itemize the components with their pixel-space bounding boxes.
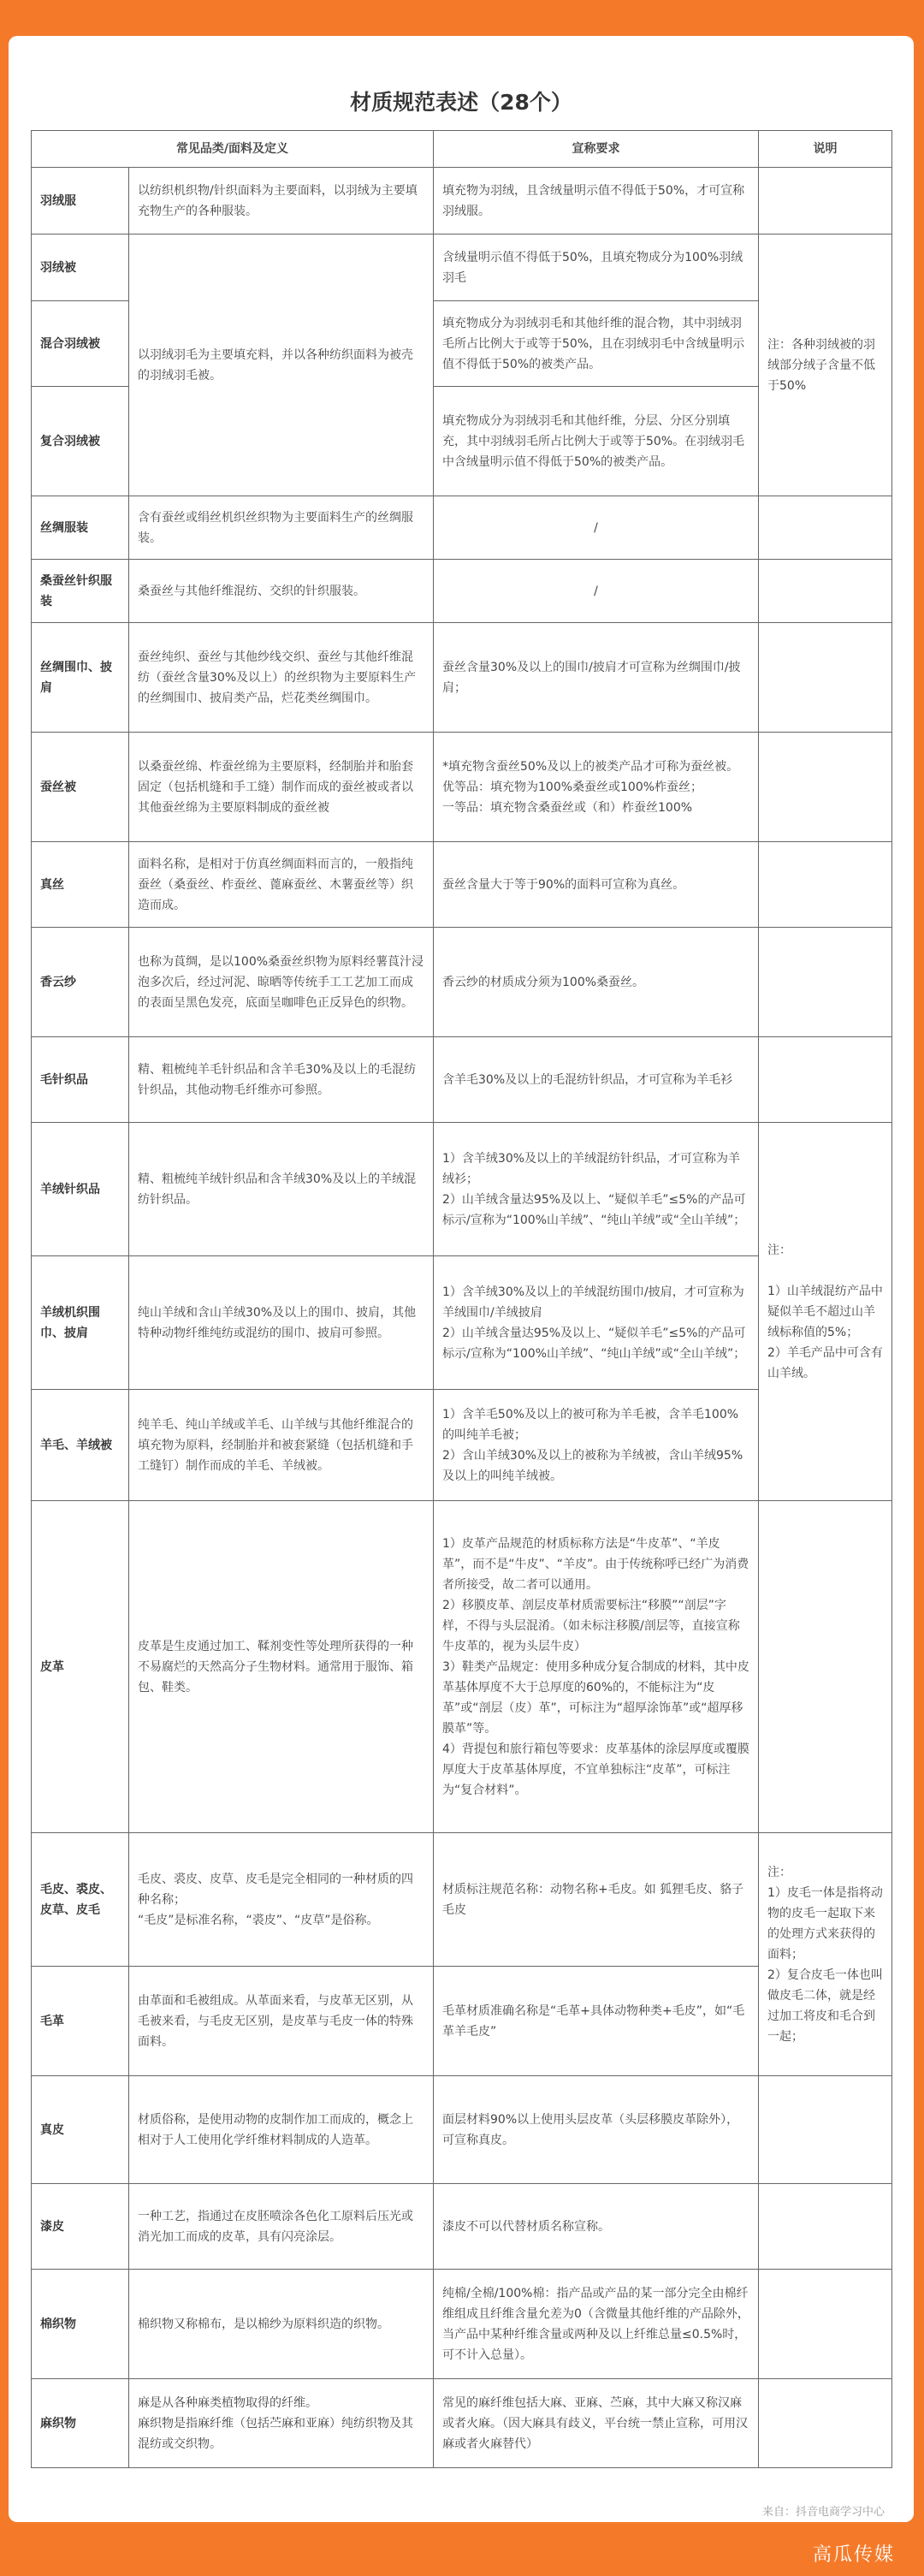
row-note: 注：各种羽绒被的羽绒部分绒子含量不低于50% (759, 234, 892, 496)
row-requirement: 漆皮不可以代替材质名称宣称。 (434, 2184, 759, 2270)
row-note (759, 2379, 892, 2468)
table-row (32, 560, 892, 623)
row-definition: 毛皮、裘皮、皮草、皮毛是完全相同的一种材质的四种名称； “毛皮”是标准名称，“裘皮”、“皮草”是俗称。 (129, 1833, 434, 1967)
row-definition: 材质俗称，是使用动物的皮制作加工而成的，概念上相对于人工使用化学纤维材料制成的人造革。 (129, 2076, 434, 2184)
row-note (759, 560, 892, 623)
row-definition: 桑蚕丝与其他纤维混纺、交织的针织服装。 (129, 560, 434, 623)
row-category: 丝绸服装 (32, 496, 129, 560)
row-definition: 一种工艺，指通过在皮胚喷涂各色化工原料后压光或消光加工而成的皮革，具有闪亮涂层。 (129, 2184, 434, 2270)
row-definition: 纯山羊绒和含山羊绒30%及以上的围巾、披肩，其他特种动物纤维纯纺或混纺的围巾、披肩可参照。 (129, 1256, 434, 1390)
row-requirement: *填充物含蚕丝50%及以上的被类产品才可称为蚕丝被。 优等品：填充物为100%桑蚕丝或100%柞蚕丝； 一等品：填充物含桑蚕丝或（和）柞蚕丝100% (434, 733, 759, 842)
row-requirement: 1）含羊绒30%及以上的羊绒混纺围巾/披肩，才可宣称为羊绒围巾/羊绒披肩 2）山羊绒含量达95%及以上、“疑似羊毛”≤5%的产品可标示/宣称为“100%山羊绒”、“纯山羊绒”或“全山羊绒”； (434, 1256, 759, 1390)
row-requirement: 材质标注规范名称：动物名称+毛皮。如 狐狸毛皮、貉子毛皮 (434, 1833, 759, 1967)
table-row (32, 1501, 892, 1833)
row-note (759, 842, 892, 928)
row-definition: 也称为莨绸，是以100%桑蚕丝织物为原料经薯莨汁浸泡多次后，经过河泥、晾晒等传统手工工艺加工而成的表面呈黑色发亮，底面呈咖啡色正反异色的织物。 (129, 928, 434, 1037)
table-header-row (32, 131, 892, 168)
row-category: 皮革 (32, 1501, 129, 1833)
row-category: 真丝 (32, 842, 129, 928)
row-note (759, 496, 892, 560)
row-category: 桑蚕丝针织服装 (32, 560, 129, 623)
row-note (759, 1037, 892, 1123)
row-definition: 以羽绒羽毛为主要填充料，并以各种纺织面料为被壳的羽绒羽毛被。 (129, 234, 434, 496)
row-note (759, 2076, 892, 2184)
row-definition: 蚕丝纯织、蚕丝与其他纱线交织、蚕丝与其他纤维混纺（蚕丝含量30%及以上）的丝织物为主要原料生产的丝绸围巾、披肩类产品，烂花类丝绸围巾。 (129, 623, 434, 733)
row-category: 真皮 (32, 2076, 129, 2184)
row-definition: 含有蚕丝或绢丝机织丝织物为主要面料生产的丝绸服装。 (129, 496, 434, 560)
row-requirement: 香云纱的材质成分须为100%桑蚕丝。 (434, 928, 759, 1037)
row-note (759, 2184, 892, 2270)
row-note (759, 928, 892, 1037)
row-requirement: 含羊毛30%及以上的毛混纺针织品，才可宣称为羊毛衫 (434, 1037, 759, 1123)
row-category: 羽绒被 (32, 234, 129, 301)
row-category: 麻织物 (32, 2379, 129, 2468)
brand-logo: 高瓜传媒 (812, 2544, 895, 2566)
row-category: 棉织物 (32, 2270, 129, 2379)
header-note: 说明 (759, 131, 892, 168)
row-requirement: / (434, 496, 759, 560)
row-requirement: 面层材料90%以上使用头层皮革（头层移膜皮革除外），可宣称真皮。 (434, 2076, 759, 2184)
content-card (9, 36, 914, 2522)
row-note (759, 733, 892, 842)
source-caption: 来自：抖音电商学习中心 (761, 2506, 885, 2519)
row-requirement: 蚕丝含量30%及以上的围巾/披肩才可宣称为丝绸围巾/披肩； (434, 623, 759, 733)
row-category: 羊绒针织品 (32, 1123, 129, 1256)
row-definition: 由革面和毛被组成。从革面来看，与皮革无区别，从毛被来看，与毛皮无区别，是皮革与毛皮一体的特殊面料。 (129, 1967, 434, 2076)
row-category: 羊绒机织围巾、披肩 (32, 1256, 129, 1390)
row-note (759, 1501, 892, 1833)
row-category: 毛皮、裘皮、皮草、皮毛 (32, 1833, 129, 1967)
table-row (32, 1037, 892, 1123)
row-definition: 以纺织机织物/针织面料为主要面料，以羽绒为主要填充物生产的各种服装。 (129, 168, 434, 234)
row-category: 蚕丝被 (32, 733, 129, 842)
table-row (32, 496, 892, 560)
row-definition: 纯羊毛、纯山羊绒或羊毛、山羊绒与其他纤维混合的填充物为原料，经制胎并和被套紧缝（包括机缝和手工缝钉）制作而成的羊毛、羊绒被。 (129, 1390, 434, 1501)
table-row (32, 2184, 892, 2270)
row-category: 羊毛、羊绒被 (32, 1390, 129, 1501)
table-row (32, 623, 892, 733)
row-requirement: 填充物成分为羽绒羽毛和其他纤维，分层、分区分别填充，其中羽绒羽毛所占比例大于或等于50%。在羽绒羽毛中含绒量明示值不得低于50%的被类产品。 (434, 387, 759, 496)
row-requirement: 填充物成分为羽绒羽毛和其他纤维的混合物，其中羽绒羽毛所占比例大于或等于50%，且在羽绒羽毛中含绒量明示值不得低于50%的被类产品。 (434, 301, 759, 387)
table-row (32, 1123, 892, 1256)
row-definition: 麻是从各种麻类植物取得的纤维。 麻织物是指麻纤维（包括苎麻和亚麻）纯纺织物及其混纺或交织物。 (129, 2379, 434, 2468)
row-category: 丝绸围巾、披肩 (32, 623, 129, 733)
row-definition: 面料名称，是相对于仿真丝绸面料而言的，一般指纯蚕丝（桑蚕丝、柞蚕丝、蓖麻蚕丝、木薯蚕丝等）织造而成。 (129, 842, 434, 928)
row-category: 毛革 (32, 1967, 129, 2076)
row-requirement: 毛革材质准确名称是“毛革+具体动物种类+毛皮”，如“毛革羊毛皮” (434, 1967, 759, 2076)
page-title: 材质规范表述（28个） (350, 90, 572, 115)
row-category: 羽绒服 (32, 168, 129, 234)
row-definition: 皮革是生皮通过加工、鞣剂变性等处理所获得的一种不易腐烂的天然高分子生物材料。通常用于服饰、箱包、鞋类。 (129, 1501, 434, 1833)
row-category: 混合羽绒被 (32, 301, 129, 387)
row-note: 注： 1）山羊绒混纺产品中疑似羊毛不超过山羊绒标称值的5%； 2）羊毛产品中可含有山羊绒。 (759, 1123, 892, 1501)
row-definition: 精、粗梳纯羊毛针织品和含羊毛30%及以上的毛混纺针织品，其他动物毛纤维亦可参照。 (129, 1037, 434, 1123)
table-row (32, 928, 892, 1037)
row-requirement: 常见的麻纤维包括大麻、亚麻、苎麻，其中大麻又称汉麻或者火麻。（因大麻具有歧义，平台统一禁止宣称，可用汉麻或者火麻替代） (434, 2379, 759, 2468)
material-spec-table (31, 130, 892, 2468)
table-row (32, 2270, 892, 2379)
table-row (32, 234, 892, 301)
row-requirement: 含绒量明示值不得低于50%，且填充物成分为100%羽绒羽毛 (434, 234, 759, 301)
row-category: 漆皮 (32, 2184, 129, 2270)
row-category: 香云纱 (32, 928, 129, 1037)
table-row (32, 2076, 892, 2184)
row-requirement: 1）皮革产品规范的材质标称方法是“牛皮革”、“羊皮革”，而不是“牛皮”、“羊皮”。由于传统称呼已经广为消费者所接受，故二者可以通用。 2）移膜皮革、剖层皮革材质需要标注“移膜”“剖层”字样，不得与头层混淆。（如未标注移膜/剖层等，直接宣称牛皮革的，视为头层牛皮） 3）鞋类产品规定：使用多种成分复合制成的材料，其中皮革基体厚度不大于总厚度的60%的，不能标注为“皮革”或“剖层（皮）革”，可标注为“超厚涂饰革”或“超厚移膜革”等。 4）背提包和旅行箱包等要求：皮革基体的涂层厚度或覆膜厚度大于皮革基体厚度，不宜单独标注“皮革”，可标注为“复合材料”。 (434, 1501, 759, 1833)
row-requirement: 纯棉/全棉/100%棉：指产品或产品的某一部分完全由棉纤维组成且纤维含量允差为0（含微量其他纤维的产品除外，当产品中某种纤维含量或两种及以上纤维总量≤0.5%时，可不计入总量）。 (434, 2270, 759, 2379)
table-row (32, 2379, 892, 2468)
row-requirement: 填充物为羽绒，且含绒量明示值不得低于50%，才可宣称羽绒服。 (434, 168, 759, 234)
row-definition: 精、粗梳纯羊绒针织品和含羊绒30%及以上的羊绒混纺针织品。 (129, 1123, 434, 1256)
header-category: 常见品类/面料及定义 (32, 131, 434, 168)
row-requirement: 1）含羊毛50%及以上的被可称为羊毛被，含羊毛100%的叫纯羊毛被； 2）含山羊绒30%及以上的被称为羊绒被，含山羊绒95%及以上的叫纯羊绒被。 (434, 1390, 759, 1501)
row-category: 毛针织品 (32, 1037, 129, 1123)
row-requirement: / (434, 560, 759, 623)
row-note (759, 623, 892, 733)
row-requirement: 蚕丝含量大于等于90%的面料可宣称为真丝。 (434, 842, 759, 928)
table-row (32, 1833, 892, 1967)
table-row (32, 168, 892, 234)
table-row (32, 733, 892, 842)
row-category: 复合羽绒被 (32, 387, 129, 496)
table-row (32, 842, 892, 928)
header-requirement: 宣称要求 (434, 131, 759, 168)
row-note (759, 2270, 892, 2379)
row-definition: 以桑蚕丝绵、柞蚕丝绵为主要原料，经制胎并和胎套固定（包括机缝和手工缝）制作而成的蚕丝被或者以其他蚕丝绵为主要原料制成的蚕丝被 (129, 733, 434, 842)
row-note (759, 168, 892, 234)
row-requirement: 1）含羊绒30%及以上的羊绒混纺针织品，才可宣称为羊绒衫； 2）山羊绒含量达95%及以上、“疑似羊毛”≤5%的产品可标示/宣称为“100%山羊绒”、“纯山羊绒”或“全山羊绒”； (434, 1123, 759, 1256)
row-note: 注： 1）皮毛一体是指将动物的皮毛一起取下来的处理方式来获得的面料； 2）复合皮毛一体也叫做皮毛二体，就是经过加工将皮和毛合到一起； (759, 1833, 892, 2076)
row-definition: 棉织物又称棉布，是以棉纱为原料织造的织物。 (129, 2270, 434, 2379)
